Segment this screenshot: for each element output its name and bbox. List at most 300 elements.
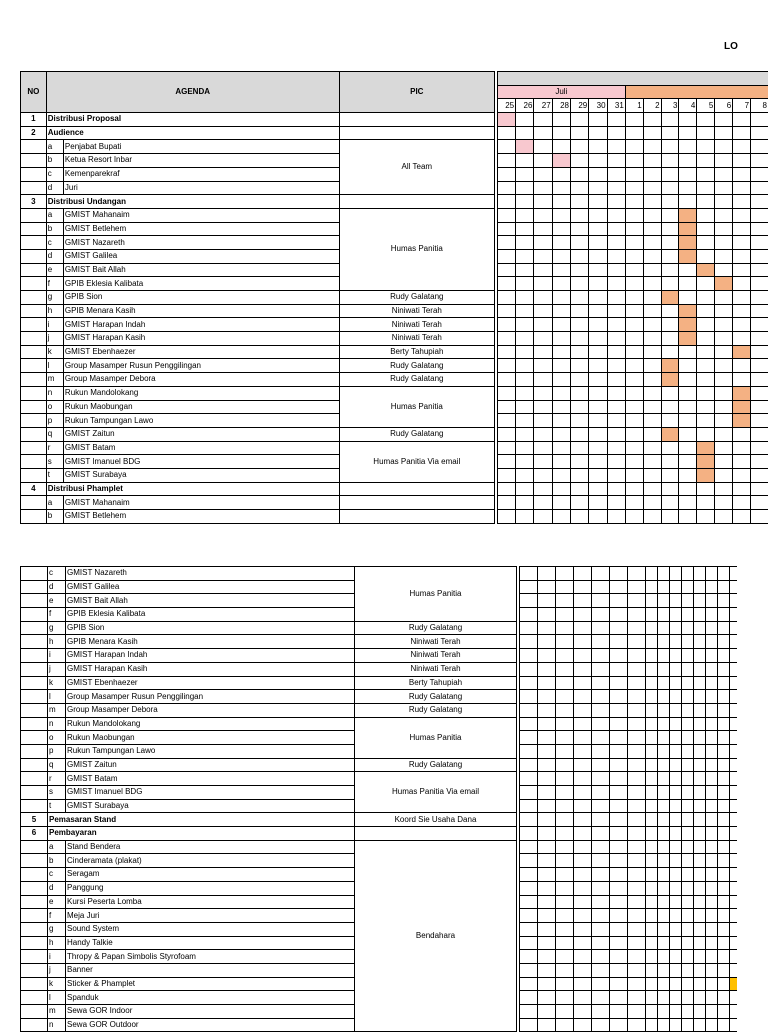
schedule-cell [610,963,628,977]
schedule-cell [646,963,658,977]
schedule-cell [679,181,697,195]
schedule-cell [589,345,607,359]
schedule-cell [697,236,715,250]
row-number [21,496,47,510]
schedule-cell [628,744,646,758]
schedule-cell [718,744,730,758]
schedule-cell [661,208,679,222]
schedule-cell [552,386,570,400]
schedule-cell [718,950,730,964]
schedule-cell [706,772,718,786]
schedule-cell [751,195,768,209]
schedule-cell [658,635,670,649]
schedule-cell [730,744,737,758]
schedule-cell [670,854,682,868]
row-number [21,249,47,263]
agenda-item: Cinderamata (plakat) [66,854,355,868]
schedule-cell [534,167,552,181]
schedule-cell [697,441,715,455]
schedule-cell [643,195,661,209]
schedule-cell [718,690,730,704]
schedule-cell [497,181,515,195]
row-number [21,717,48,731]
schedule-cell [607,277,625,291]
schedule-cell [679,113,697,127]
schedule-cell [658,649,670,663]
schedule-cell [610,854,628,868]
pic-cell: Rudy Galatang [355,758,517,772]
pic-cell: Rudy Galatang [339,359,494,373]
schedule-cell [497,468,515,482]
schedule-cell [592,827,610,841]
row-number [21,649,48,663]
section-label: Distribusi Undangan [46,195,339,209]
schedule-cell [538,758,556,772]
schedule-cell [670,977,682,991]
row-sub-letter: f [48,608,66,622]
schedule-cell [610,580,628,594]
schedule-cell [733,496,751,510]
schedule-cell [694,744,706,758]
schedule-cell [607,373,625,387]
schedule-cell [697,249,715,263]
day-august-5: 5 [697,99,715,113]
schedule-cell [682,1005,694,1019]
schedule-cell [715,113,733,127]
schedule-cell [516,291,534,305]
schedule-cell [694,567,706,581]
schedule-cell [715,236,733,250]
schedule-cell [682,977,694,991]
pic-cell: Niniwati Terah [339,318,494,332]
schedule-cell [658,594,670,608]
pic-cell [339,510,494,524]
schedule-cell [694,977,706,991]
schedule-cell [679,318,697,332]
agenda-item: Juri [63,181,339,195]
schedule-cell [628,772,646,786]
schedule-cell [589,414,607,428]
row-sub-letter: a [46,208,63,222]
pic-cell: Rudy Galatang [355,690,517,704]
schedule-cell [658,868,670,882]
schedule-cell [733,113,751,127]
row-sub-letter: i [46,318,63,332]
row-number [21,427,47,441]
schedule-cell [715,318,733,332]
schedule-cell [592,635,610,649]
schedule-cell [628,649,646,663]
schedule-cell [552,482,570,496]
schedule-cell [556,1005,574,1019]
schedule-cell [706,991,718,1005]
schedule-cell [628,813,646,827]
schedule-cell [661,113,679,127]
schedule-cell [625,304,643,318]
schedule-cell [610,731,628,745]
schedule-cell [520,813,538,827]
schedule-cell [643,140,661,154]
schedule-cell [628,922,646,936]
pic-cell: Bendahara [355,840,517,1032]
row-number [21,922,48,936]
schedule-cell [592,950,610,964]
schedule-cell [718,772,730,786]
schedule-cell [661,386,679,400]
schedule-cell [520,567,538,581]
schedule-cell [625,345,643,359]
schedule-cell [670,772,682,786]
schedule-cell [646,717,658,731]
schedule-cell [607,468,625,482]
schedule-cell [715,263,733,277]
schedule-cell [658,621,670,635]
schedule-cell [534,400,552,414]
schedule-cell [570,386,588,400]
agenda-item: Banner [66,963,355,977]
schedule-cell [497,359,515,373]
schedule-cell [715,359,733,373]
agenda-item: Sewa GOR Indoor [66,1005,355,1019]
schedule-cell [516,482,534,496]
schedule-cell [574,840,592,854]
schedule-cell [706,758,718,772]
schedule-cell [706,635,718,649]
pic-cell: Niniwati Terah [339,304,494,318]
schedule-cell [556,936,574,950]
schedule-cell [733,263,751,277]
pic-cell: Rudy Galatang [355,621,517,635]
schedule-cell [697,291,715,305]
schedule-cell [679,140,697,154]
day-august-4: 4 [679,99,697,113]
schedule-cell [643,414,661,428]
schedule-cell [628,567,646,581]
agenda-item: GMIST Surabaya [63,468,339,482]
schedule-cell [628,868,646,882]
schedule-cell [718,936,730,950]
pic-cell: Humas Panitia [355,717,517,758]
schedule-cell [682,621,694,635]
schedule-cell [697,359,715,373]
schedule-cell [715,222,733,236]
schedule-cell [706,717,718,731]
schedule-cell [589,386,607,400]
pic-cell: Humas Panitia Via email [339,441,494,482]
schedule-cell [658,580,670,594]
row-number [21,359,47,373]
schedule-cell [516,304,534,318]
schedule-cell [556,567,574,581]
schedule-cell [643,304,661,318]
schedule-cell [574,963,592,977]
schedule-cell [610,922,628,936]
schedule-cell [733,318,751,332]
schedule-cell [589,441,607,455]
schedule-cell [670,827,682,841]
schedule-cell [682,1018,694,1032]
block1-row [21,510,768,524]
schedule-cell [730,799,737,813]
schedule-cell [497,304,515,318]
schedule-cell [679,455,697,469]
schedule-cell [552,496,570,510]
schedule-cell [589,332,607,346]
pic-cell: Niniwati Terah [355,635,517,649]
schedule-cell [718,977,730,991]
row-sub-letter: p [46,414,63,428]
schedule-cell [661,304,679,318]
agenda-item: Ketua Resort Inbar [63,154,339,168]
schedule-cell [751,496,768,510]
schedule-cell [610,909,628,923]
schedule-cell [607,359,625,373]
row-sub-letter: d [46,249,63,263]
pic-cell [339,195,494,209]
schedule-cell [552,455,570,469]
block2-row [21,827,737,841]
schedule-cell [706,963,718,977]
schedule-cell [520,594,538,608]
schedule-cell [516,510,534,524]
schedule-cell [706,922,718,936]
schedule-cell [552,277,570,291]
schedule-cell [570,167,588,181]
schedule-cell [538,744,556,758]
row-sub-letter: j [46,332,63,346]
schedule-cell [670,731,682,745]
schedule-cell [628,840,646,854]
schedule-cell [570,318,588,332]
schedule-cell [643,208,661,222]
day-july-28: 28 [552,99,570,113]
agenda-item: GMIST Galilea [66,580,355,594]
block1-row [21,113,768,127]
schedule-cell [570,195,588,209]
row-number [21,154,47,168]
schedule-cell [570,510,588,524]
schedule-cell [556,580,574,594]
schedule-cell [497,496,515,510]
header-no: NO [21,72,47,113]
agenda-item: Rukun Mandolokang [63,386,339,400]
schedule-cell [682,594,694,608]
agenda-item: GMIST Nazareth [66,567,355,581]
schedule-cell [730,690,737,704]
schedule-cell [694,868,706,882]
schedule-cell [610,635,628,649]
row-sub-letter: k [48,977,66,991]
block1-row [21,386,768,400]
agenda-item: Rukun Tampungan Lawo [63,414,339,428]
schedule-cell [534,345,552,359]
row-sub-letter: o [46,400,63,414]
row-sub-letter: h [48,936,66,950]
schedule-cell [694,854,706,868]
schedule-cell [658,1005,670,1019]
schedule-cell [570,263,588,277]
row-number [21,400,47,414]
schedule-cell [628,977,646,991]
schedule-cell [718,991,730,1005]
schedule-cell [552,249,570,263]
block2-row [21,703,737,717]
row-number [21,468,47,482]
schedule-cell [610,1018,628,1032]
row-number [21,567,48,581]
schedule-cell [592,922,610,936]
schedule-cell [556,772,574,786]
schedule-cell [607,318,625,332]
row-number [21,635,48,649]
schedule-cell [646,895,658,909]
schedule-cell [706,840,718,854]
schedule-cell [589,249,607,263]
schedule-cell [538,827,556,841]
schedule-cell [697,386,715,400]
schedule-cell [646,662,658,676]
schedule-cell [718,963,730,977]
row-number [21,181,47,195]
schedule-cell [516,236,534,250]
row-number [21,731,48,745]
schedule-cell [574,635,592,649]
schedule-cell [718,868,730,882]
row-sub-letter: g [48,621,66,635]
schedule-cell [658,772,670,786]
schedule-cell [751,236,768,250]
schedule-cell [661,167,679,181]
agenda-item: GMIST Bait Allah [63,263,339,277]
schedule-cell [715,414,733,428]
schedule-cell [646,909,658,923]
schedule-cell [730,662,737,676]
row-sub-letter: d [48,580,66,594]
schedule-cell [570,236,588,250]
schedule-cell [628,608,646,622]
schedule-cell [552,154,570,168]
schedule-cell [516,468,534,482]
schedule-cell [661,291,679,305]
schedule-cell [570,113,588,127]
row-number [21,455,47,469]
schedule-cell [694,881,706,895]
schedule-cell [556,690,574,704]
schedule-cell [592,580,610,594]
row-sub-letter: l [48,690,66,704]
schedule-cell [658,922,670,936]
schedule-cell [570,222,588,236]
block2-row [21,649,737,663]
row-sub-letter: q [48,758,66,772]
schedule-cell [694,1005,706,1019]
schedule-cell [682,963,694,977]
schedule-cell [538,717,556,731]
schedule-cell [661,277,679,291]
schedule-cell [670,786,682,800]
schedule-cell [552,318,570,332]
row-number [21,386,47,400]
schedule-cell [538,786,556,800]
schedule-cell [682,922,694,936]
row-sub-letter: j [48,662,66,676]
schedule-cell [646,1018,658,1032]
schedule-cell [718,840,730,854]
row-number [21,208,47,222]
schedule-cell [556,758,574,772]
pic-cell: Rudy Galatang [339,291,494,305]
row-sub-letter: f [46,277,63,291]
pic-cell: All Team [339,140,494,195]
row-number: 6 [21,827,48,841]
schedule-cell [751,167,768,181]
schedule-cell [625,277,643,291]
agenda-item: Group Masamper Debora [63,373,339,387]
schedule-cell [552,304,570,318]
schedule-cell [628,703,646,717]
schedule-cell [628,909,646,923]
schedule-cell [589,277,607,291]
schedule-cell [516,318,534,332]
schedule-cell [574,703,592,717]
schedule-cell [534,291,552,305]
schedule-cell [751,154,768,168]
agenda-item: GMIST Harapan Indah [63,318,339,332]
schedule-cell [538,772,556,786]
schedule-cell [570,414,588,428]
schedule-cell [682,799,694,813]
row-sub-letter: c [46,167,63,181]
agenda-item: Group Masamper Rusun Penggilingan [63,359,339,373]
row-sub-letter: f [48,909,66,923]
schedule-cell [706,786,718,800]
schedule-cell [694,635,706,649]
row-number [21,332,47,346]
schedule-cell [694,690,706,704]
schedule-cell [730,772,737,786]
schedule-cell [679,373,697,387]
schedule-cell [497,332,515,346]
schedule-cell [670,799,682,813]
schedule-cell [661,318,679,332]
schedule-cell [574,580,592,594]
schedule-cell [625,510,643,524]
row-sub-letter: c [48,567,66,581]
schedule-cell [718,649,730,663]
row-sub-letter: m [48,1005,66,1019]
schedule-cell [706,813,718,827]
schedule-cell [538,649,556,663]
schedule-cell [625,167,643,181]
schedule-cell [625,249,643,263]
schedule-cell [497,373,515,387]
schedule-cell [592,854,610,868]
schedule-cell [534,468,552,482]
row-sub-letter: h [48,635,66,649]
schedule-cell [625,140,643,154]
block2-row [21,676,737,690]
schedule-cell [589,468,607,482]
row-number [21,744,48,758]
schedule-cell [679,400,697,414]
schedule-cell [643,126,661,140]
schedule-cell [715,195,733,209]
schedule-cell [730,649,737,663]
schedule-cell [574,881,592,895]
schedule-cell [497,113,515,127]
schedule-cell [658,744,670,758]
schedule-cell [643,263,661,277]
